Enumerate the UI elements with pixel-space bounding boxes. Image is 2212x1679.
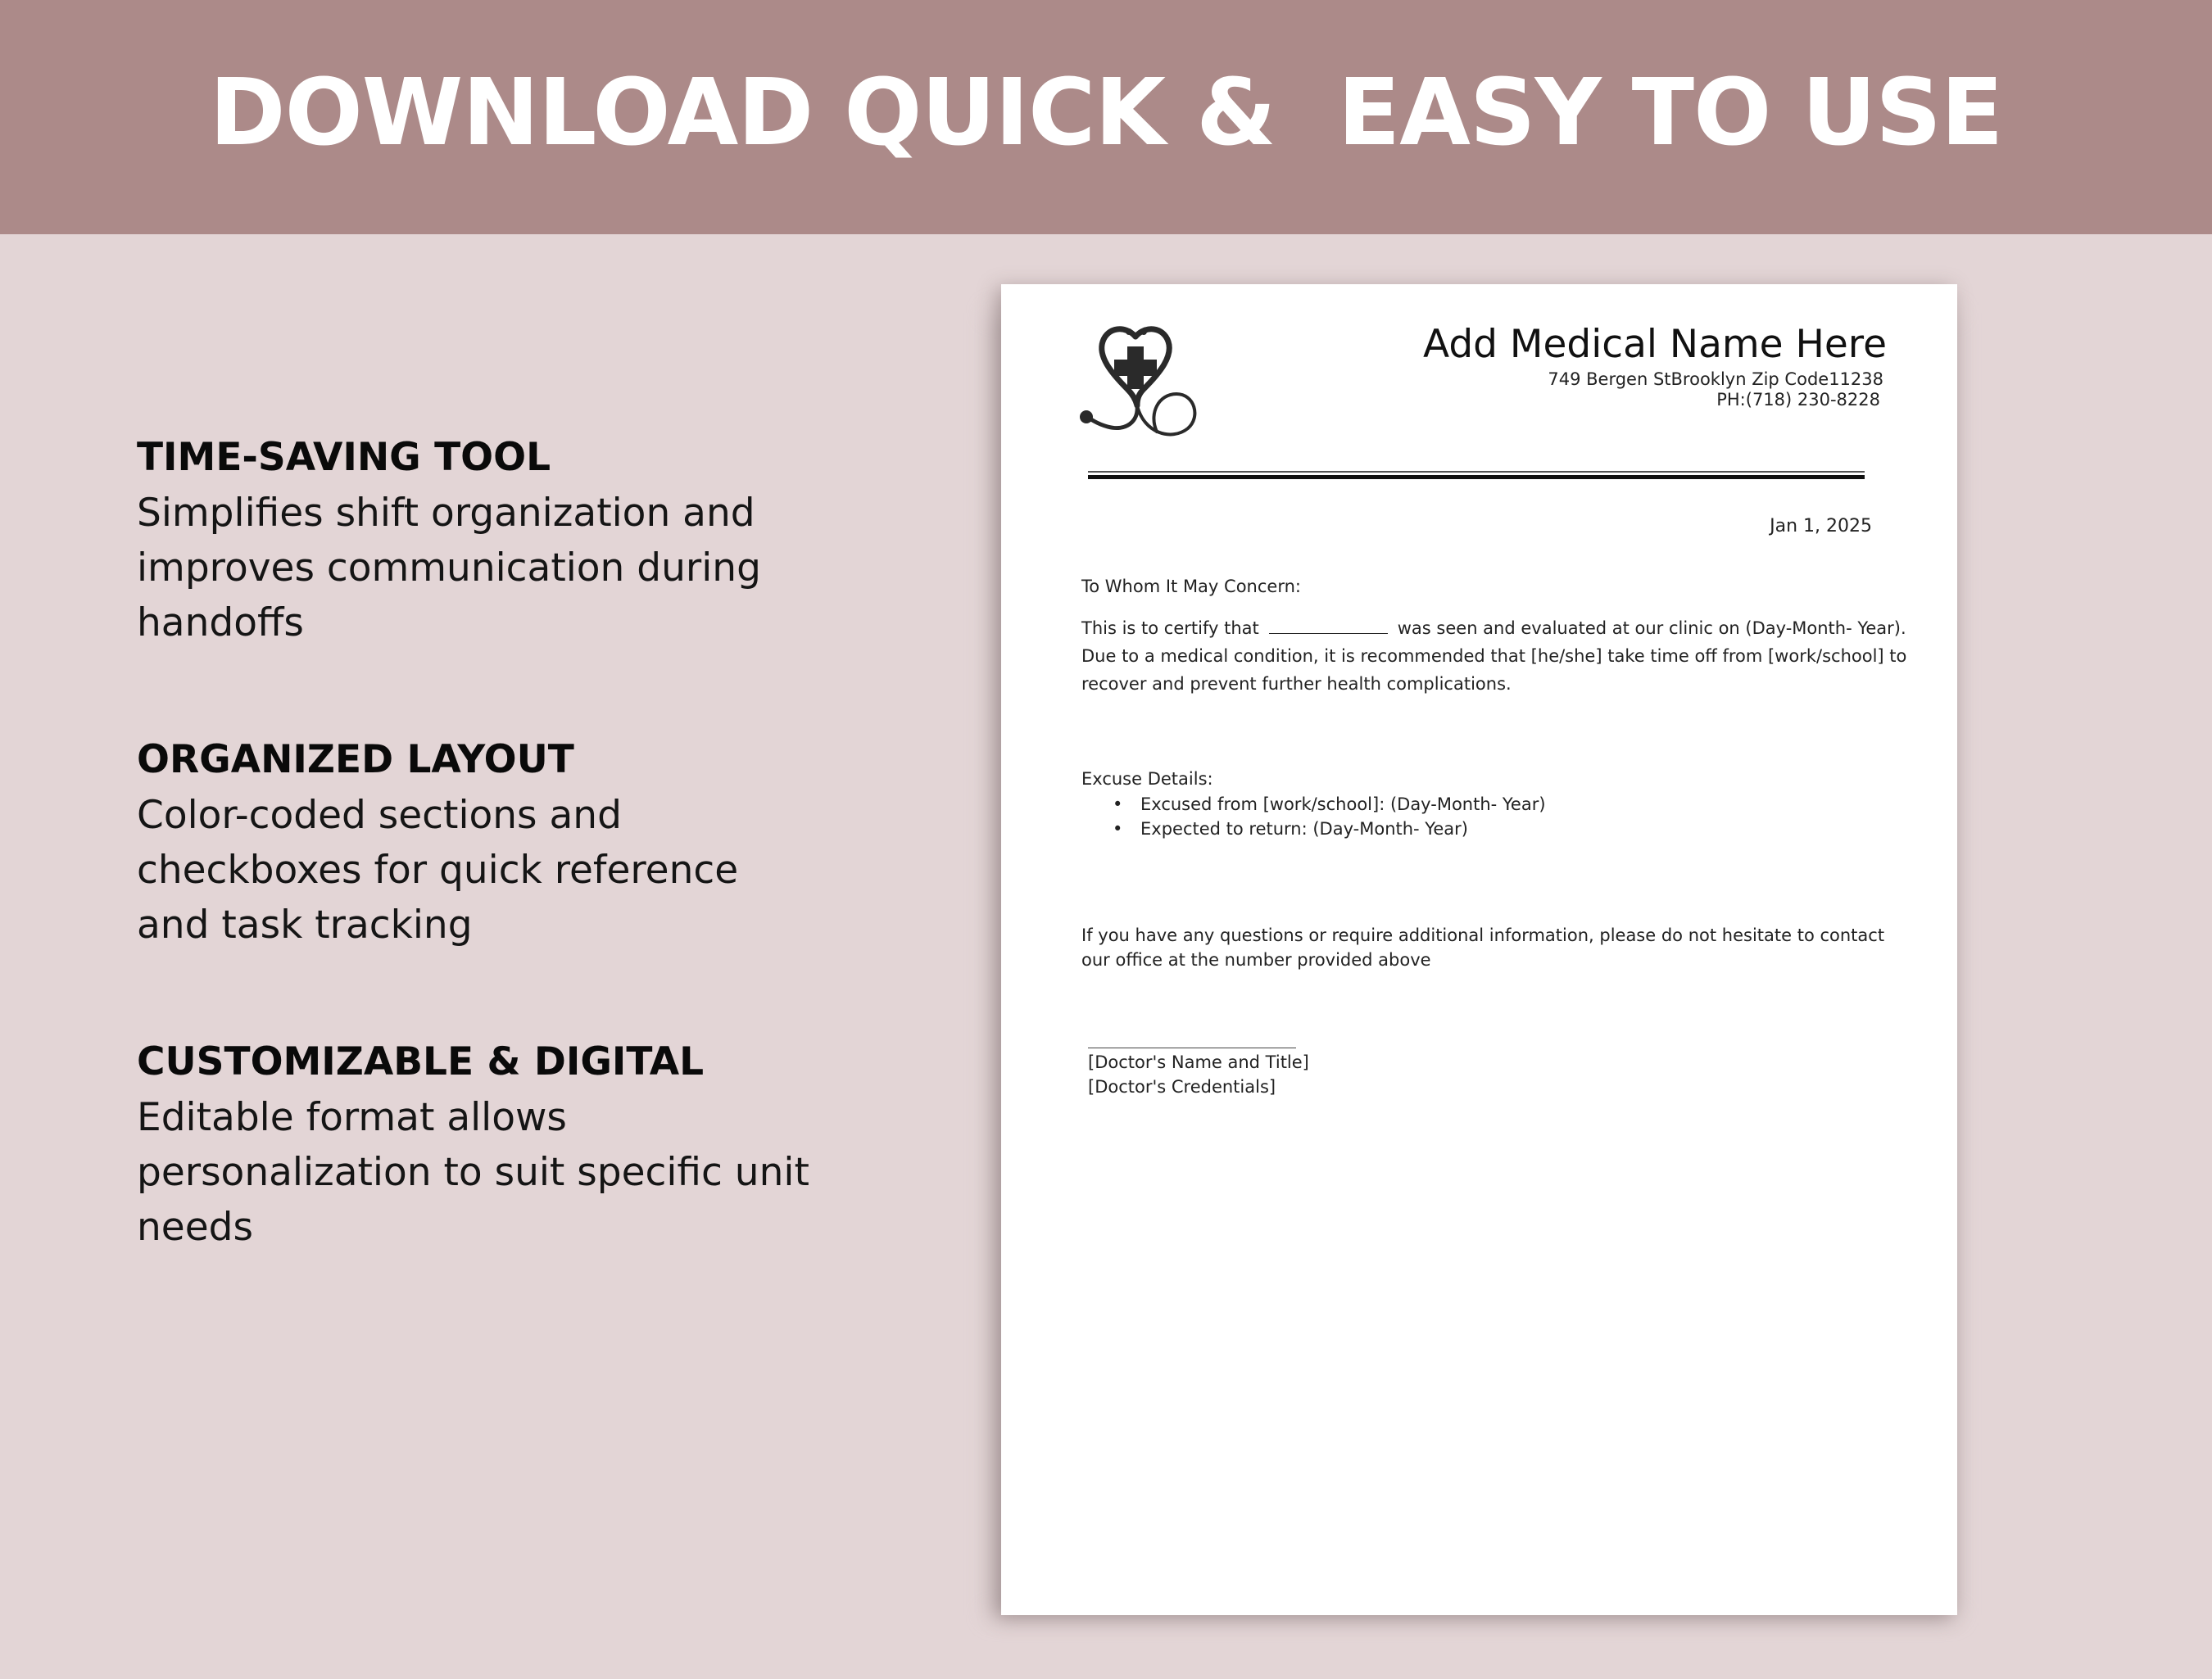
stethoscope-heart-cross-icon: [1080, 325, 1211, 448]
excuse-list: [1081, 792, 1546, 841]
salutation: To Whom It May Concern:: [1081, 577, 1301, 596]
header-divider-thick: [1088, 475, 1865, 479]
list-item: • Excused from [work/school]: (Day-Month- Year): [1081, 792, 1546, 817]
header-divider-thin: [1088, 471, 1865, 473]
clinic-phone: PH:(718) 230-8228: [1716, 390, 1880, 410]
feature-item: [137, 1034, 817, 1255]
letter-date: Jan 1, 2025: [1770, 516, 1872, 536]
feature-title: ORGANIZED LAYOUT: [137, 737, 574, 782]
feature-item: [137, 732, 817, 953]
feature-list: [137, 430, 817, 1337]
body-rest: was seen and evaluated at our clinic on (Day-Month- Year). Due to a medical condition, it is recommended that [he/she] take time off from [work/school] to recover and prevent further health complications.: [1081, 618, 1907, 694]
clinic-address: 749 Bergen StBrooklyn Zip Code11238: [1548, 369, 1883, 389]
letter-body: [1081, 614, 1909, 698]
feature-description: Editable format allows personalization to suit specific unit needs: [137, 1095, 809, 1250]
feature-description: Color-coded sections and checkboxes for quick reference and task tracking: [137, 793, 739, 948]
excuse-heading: Excuse Details:: [1081, 769, 1213, 789]
patient-name-blank: [1269, 618, 1388, 634]
document-preview: [1001, 284, 1957, 1615]
closing-text: If you have any questions or require additional information, please do not hesitate to contact our office at the number provided above: [1081, 925, 1885, 970]
list-item: • Expected to return: (Day-Month- Year): [1081, 817, 1546, 841]
clinic-name: Add Medical Name Here: [1423, 322, 1887, 367]
feature-item: [137, 430, 817, 650]
feature-description: Simplifies shift organization and improves communication during handoffs: [137, 491, 761, 645]
body-prefix: This is to certify that: [1081, 618, 1259, 638]
banner-title: DOWNLOAD QUICK & EASY TO USE: [209, 60, 2003, 166]
signature-credentials: [Doctor's Credentials]: [1088, 1077, 1276, 1097]
header-banner: [0, 0, 2212, 234]
feature-title: CUSTOMIZABLE & DIGITAL: [137, 1039, 705, 1084]
signature-name: [Doctor's Name and Title]: [1088, 1052, 1309, 1072]
feature-title: TIME-SAVING TOOL: [137, 435, 551, 480]
